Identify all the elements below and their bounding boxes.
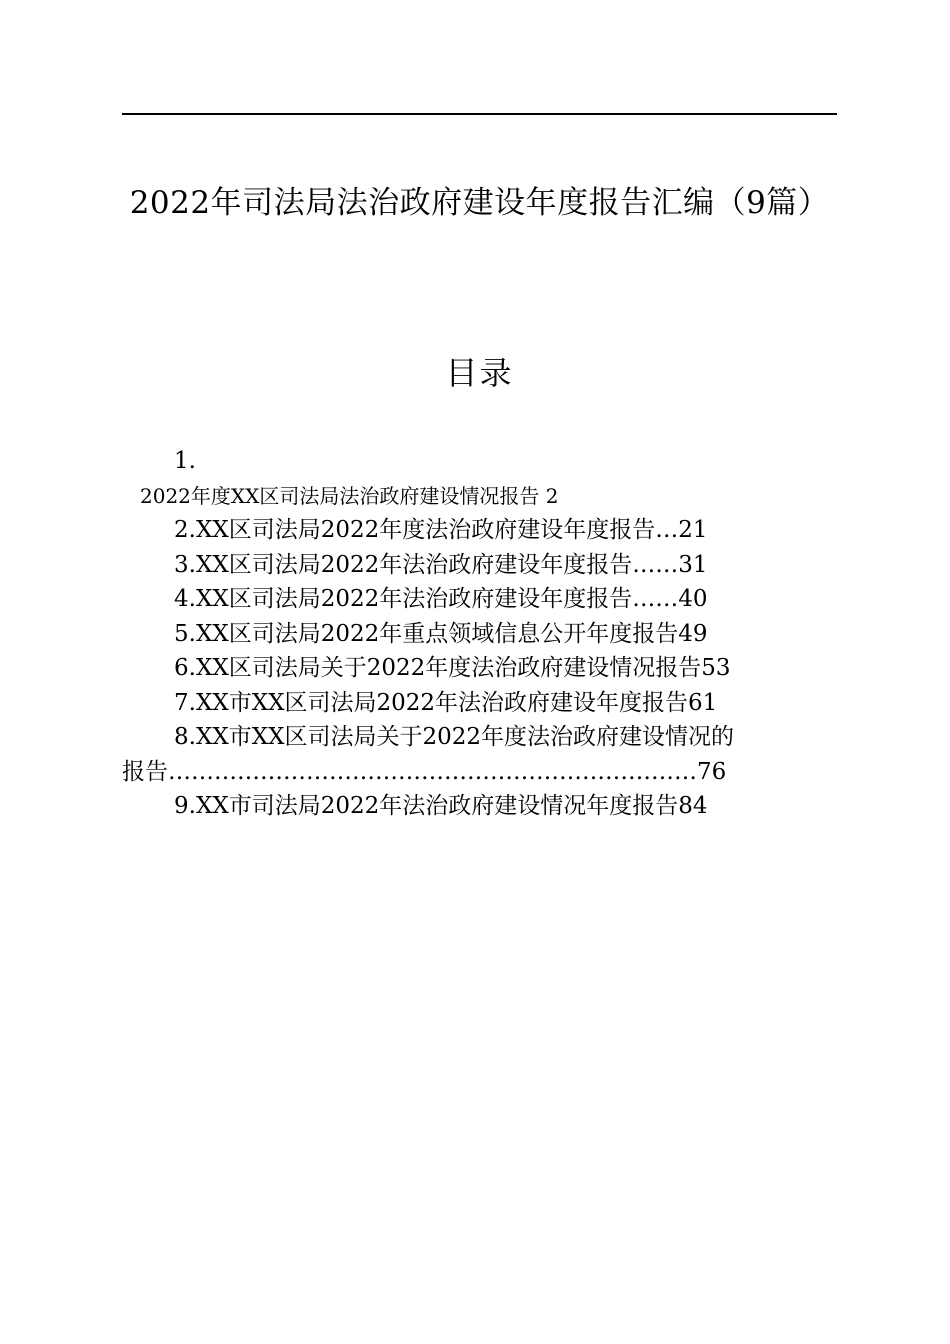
toc-entry-1-title[interactable]: 2022年度XX区司法局法治政府建设情况报告 2 xyxy=(140,483,559,508)
toc-entry-1-number[interactable]: 1. xyxy=(174,448,196,474)
header-rule xyxy=(122,113,837,115)
toc-entry-9[interactable]: 9.XX市司法局2022年法治政府建设情况年度报告84 xyxy=(174,793,708,819)
toc-entry-4[interactable]: 4.XX区司法局2022年法治政府建设年度报告……40 xyxy=(174,586,708,612)
toc-entry-6[interactable]: 6.XX区司法局关于2022年度法治政府建设情况报告53 xyxy=(174,655,731,681)
toc-entry-7[interactable]: 7.XX市XX区司法局2022年法治政府建设年度报告61 xyxy=(174,689,718,716)
toc-entry-8[interactable]: 8.XX市XX区司法局关于2022年度法治政府建设情况的 xyxy=(174,724,734,750)
table-of-contents xyxy=(122,444,842,824)
toc-entry-5[interactable]: 5.XX区司法局2022年重点领域信息公开年度报告49 xyxy=(174,620,708,647)
toc-entry-8-continued[interactable]: 报告……………………………………………………………76 xyxy=(122,758,727,785)
toc-entry-3[interactable]: 3.XX区司法局2022年法治政府建设年度报告……31 xyxy=(174,551,708,578)
document-title: 2022年司法局法治政府建设年度报告汇编（9篇） xyxy=(129,185,830,221)
toc-heading: 目录 xyxy=(445,354,514,392)
toc-entry-2[interactable]: 2.XX区司法局2022年度法治政府建设年度报告…21 xyxy=(174,517,708,543)
